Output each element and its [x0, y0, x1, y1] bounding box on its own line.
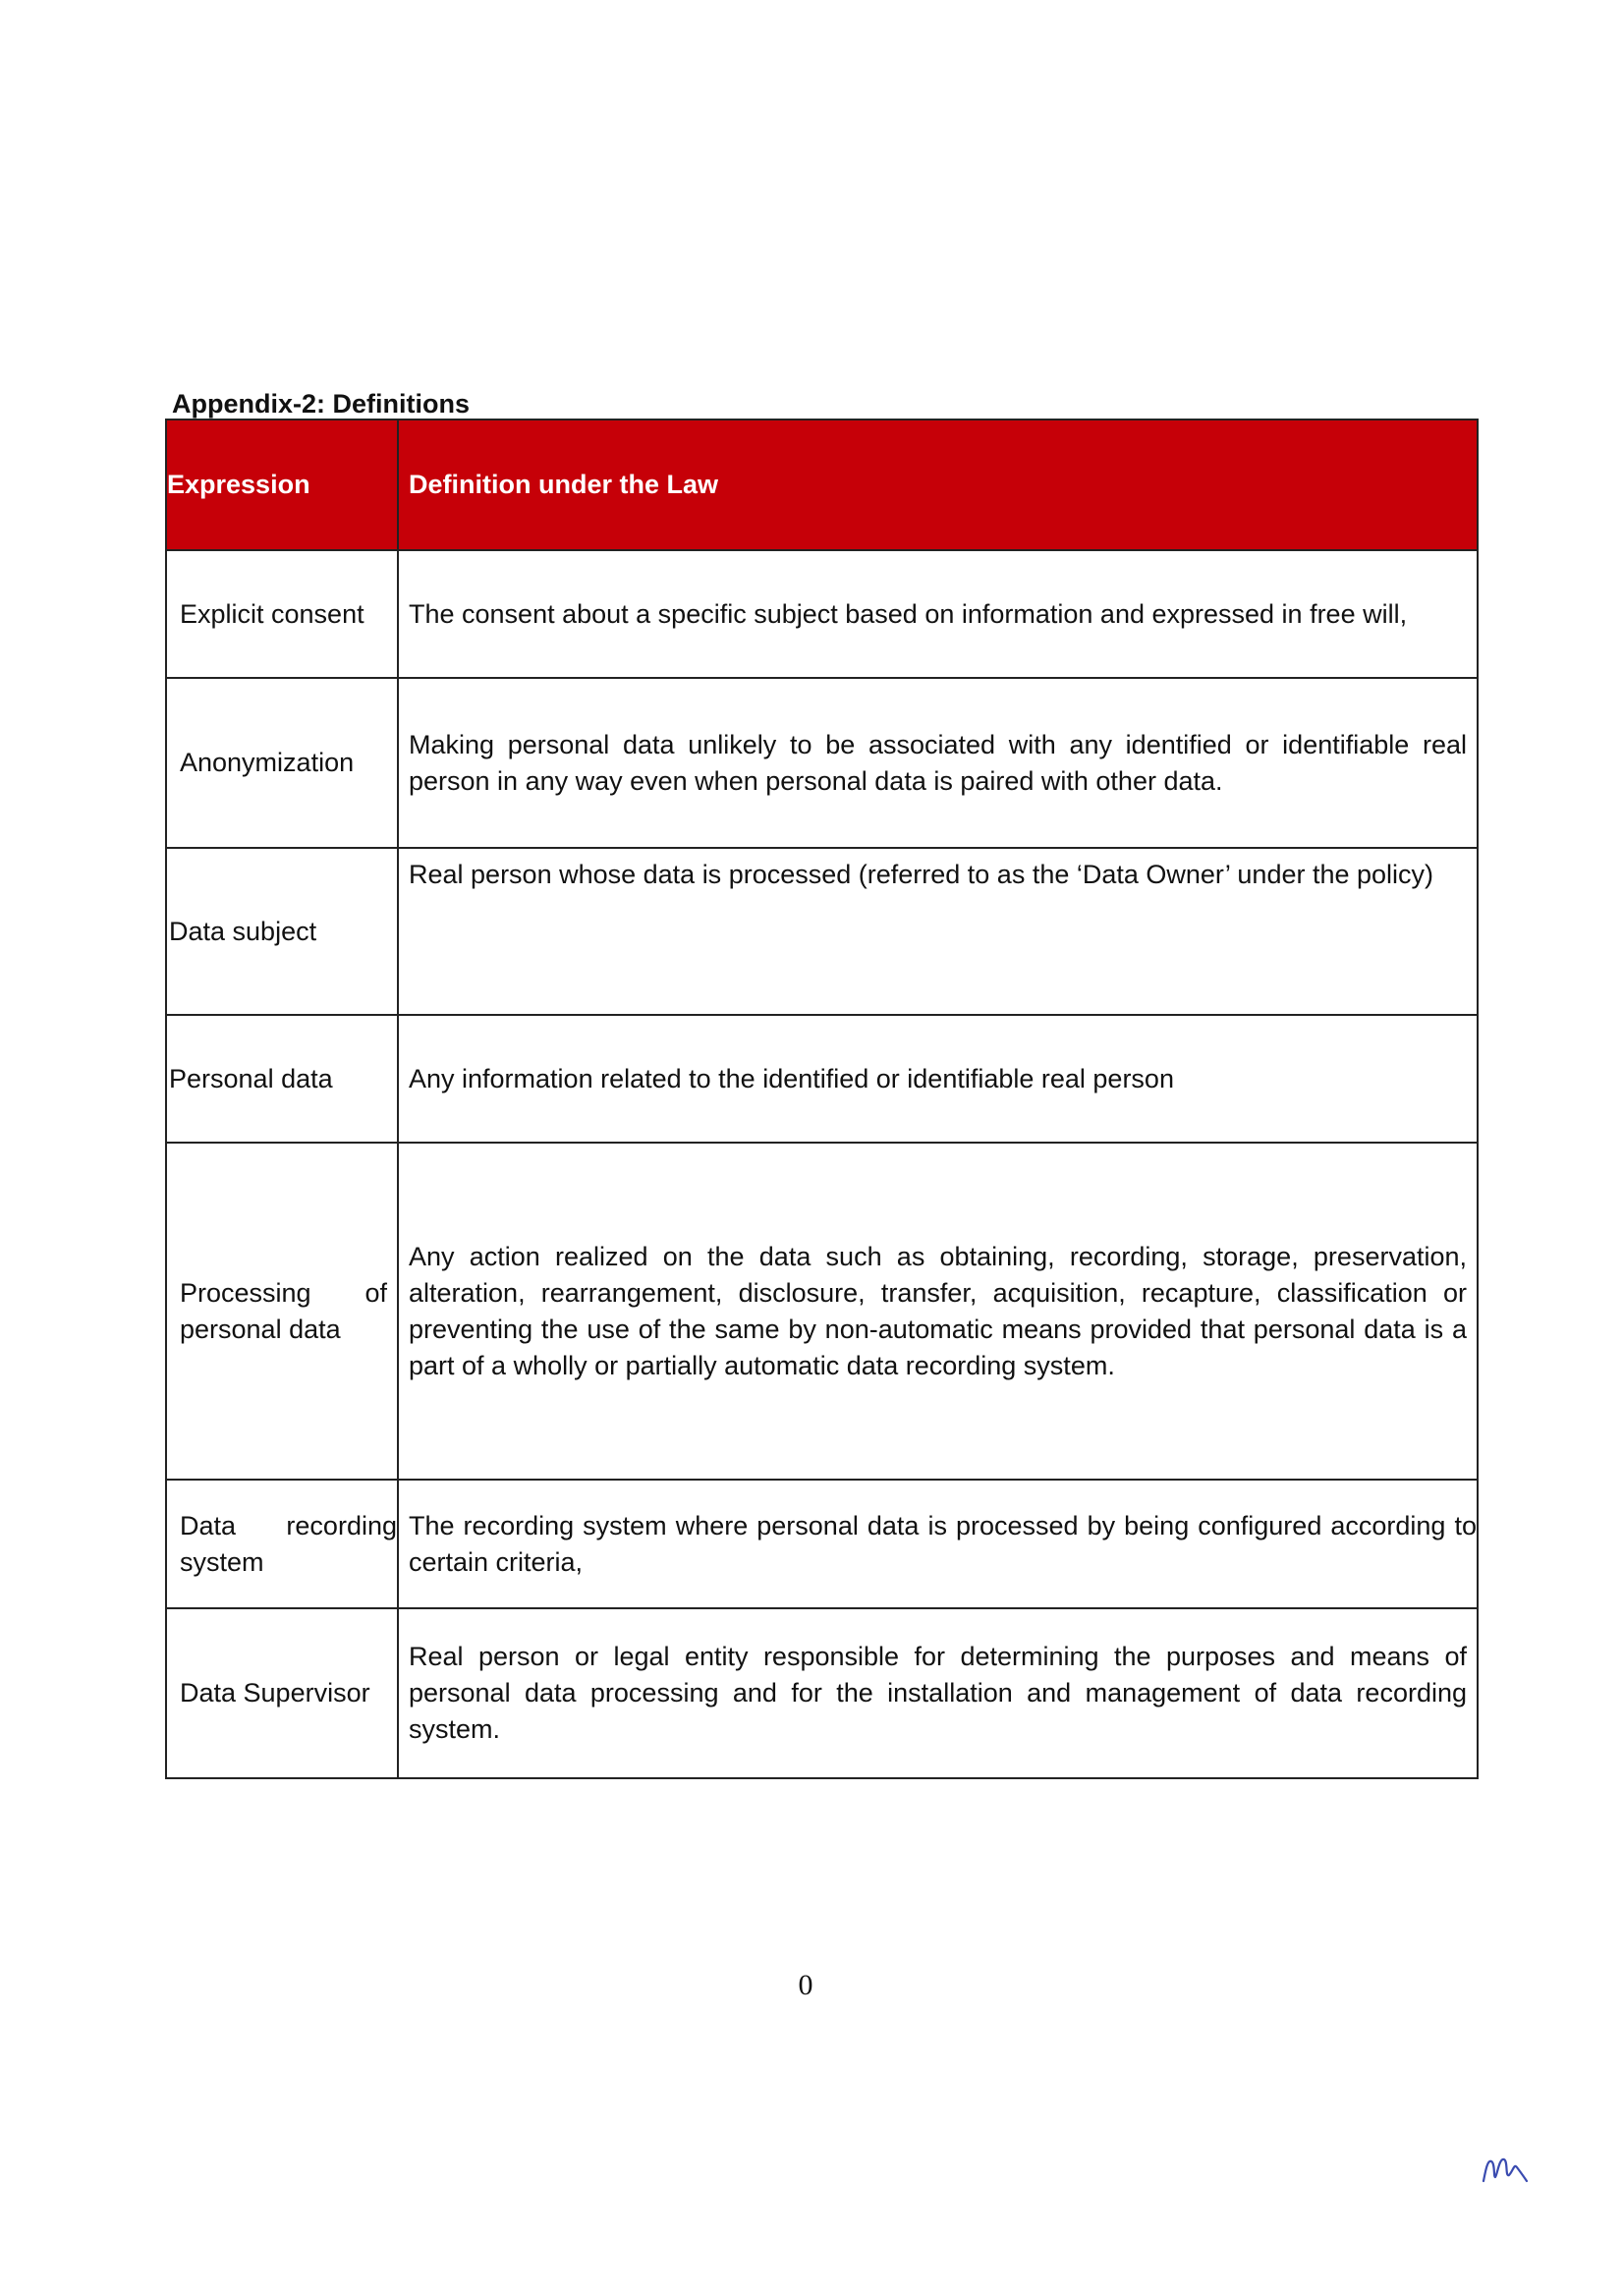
row-definition: The recording system where personal data is processed by being configured according to certain criteria,	[398, 1480, 1478, 1608]
row-expression: Data Supervisor	[166, 1608, 398, 1778]
table-row	[166, 1480, 1478, 1608]
row-expression: Processing of personal data	[166, 1143, 398, 1480]
table-header-row	[166, 420, 1478, 550]
row-expression: Data subject	[166, 848, 398, 1015]
header-expression: Expression	[166, 420, 398, 550]
row-expression: Anonymization	[166, 678, 398, 848]
table-row	[166, 848, 1478, 1015]
row-definition: Any information related to the identified or identifiable real person	[398, 1015, 1478, 1143]
row-definition: Making personal data unlikely to be associated with any identified or identifiable real person in any way even when personal data is paired with other data.	[398, 678, 1478, 848]
table-row	[166, 550, 1478, 678]
page-number: 0	[798, 1969, 813, 2001]
definitions-table	[165, 419, 1479, 1779]
header-definition: Definition under the Law	[398, 420, 1478, 550]
row-expression: Explicit consent	[166, 550, 398, 678]
row-expression: Data recording system	[166, 1480, 398, 1608]
row-definition: Real person whose data is processed (referred to as the ‘Data Owner’ under the policy)	[398, 848, 1478, 1015]
row-definition: Real person or legal entity responsible for determining the purposes and means of personal data processing and for the installation and management of data recording system.	[398, 1608, 1478, 1778]
table-row	[166, 678, 1478, 848]
row-expression: Personal data	[166, 1015, 398, 1143]
handwritten-signature	[1482, 2152, 1529, 2187]
page-title: Appendix-2: Definitions	[172, 389, 470, 419]
table-row	[166, 1608, 1478, 1778]
table-row	[166, 1143, 1478, 1480]
row-definition: The consent about a specific subject based on information and expressed in free will,	[398, 550, 1478, 678]
table-row	[166, 1015, 1478, 1143]
row-definition: Any action realized on the data such as obtaining, recording, storage, preservation, alteration, rearrangement, disclosure, transfer, acquisition, recapture, classification or preventing the use of the same by non-automatic means provided that personal data is a part of a wholly or partially automatic data recording system.	[398, 1143, 1478, 1480]
